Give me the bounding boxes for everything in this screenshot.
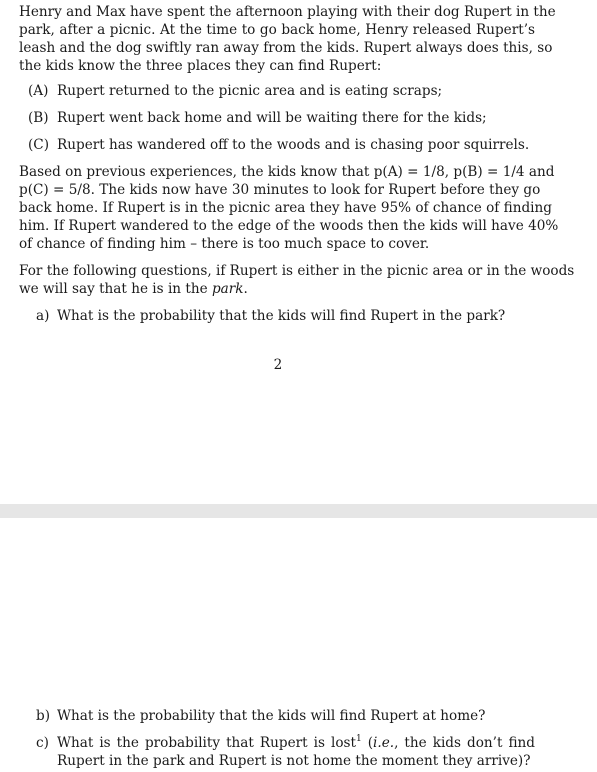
question-text-part: What is the probability that Rupert is lost (57, 735, 356, 751)
place-text: Rupert returned to the picnic area and is eating scraps; (57, 83, 443, 99)
question-text (57, 734, 535, 770)
page-separator (0, 504, 597, 518)
experience-line: Based on previous experiences, the kids know that p(A) = 1/8, p(B) = 1/4 and (19, 164, 555, 180)
intro-line: leash and the dog swiftly ran away from the kids. Rupert always does this, so (19, 40, 553, 56)
experience-line: of chance of finding him – there is too much space to cover. (19, 236, 430, 252)
experience-line: p(C) = 5/8. The kids now have 30 minutes to look for Rupert before they go (19, 182, 541, 198)
question-text-part: ( (361, 735, 374, 751)
intro-paragraph (19, 3, 556, 75)
question-line: Rupert in the park and Rupert is not home the moment they arrive)? (57, 753, 531, 769)
place-item-b (28, 109, 535, 127)
park-term: park (211, 281, 244, 297)
definition-text: we will say that he is in the (19, 281, 208, 297)
place-item-a (28, 82, 535, 100)
definition-punct: . (243, 281, 248, 297)
definition-paragraph (19, 262, 575, 298)
place-label: (C) (28, 137, 50, 153)
ie-abbrev: i.e. (373, 735, 395, 751)
experience-line: him. If Rupert wandered to the edge of the woods then the kids will have 40% (19, 218, 559, 234)
page-number: 2 (273, 357, 283, 373)
intro-line: the kids know the three places they can find Rupert: (19, 58, 382, 74)
experience-paragraph (19, 163, 559, 253)
question-line (57, 734, 535, 752)
definition-line: For the following questions, if Rupert is either in the picnic area or in the woods (19, 263, 575, 279)
question-label: a) (36, 308, 50, 324)
definition-line (19, 280, 535, 298)
page-2 (0, 518, 597, 772)
question-text-part: , the kids don’t find (394, 735, 535, 751)
place-text: Rupert has wandered off to the woods and is chasing poor squirrels. (57, 137, 530, 153)
question-label: b) (36, 708, 51, 724)
question-label: c) (36, 735, 49, 751)
place-label: (B) (28, 110, 49, 126)
place-text: Rupert went back home and will be waiting there for the kids; (57, 110, 487, 126)
footnote-mark[interactable]: 1 (355, 734, 362, 744)
question-text: What is the probability that the kids will find Rupert in the park? (57, 308, 506, 324)
intro-line: Henry and Max have spent the afternoon playing with their dog Rupert in the (19, 4, 556, 20)
place-label: (A) (28, 83, 49, 99)
question-text: What is the probability that the kids will find Rupert at home? (57, 708, 486, 724)
experience-line: back home. If Rupert is in the picnic area they have 95% of chance of finding (19, 200, 552, 216)
place-item-c (28, 136, 535, 154)
intro-line: park, after a picnic. At the time to go back home, Henry released Rupert’s (19, 22, 535, 38)
